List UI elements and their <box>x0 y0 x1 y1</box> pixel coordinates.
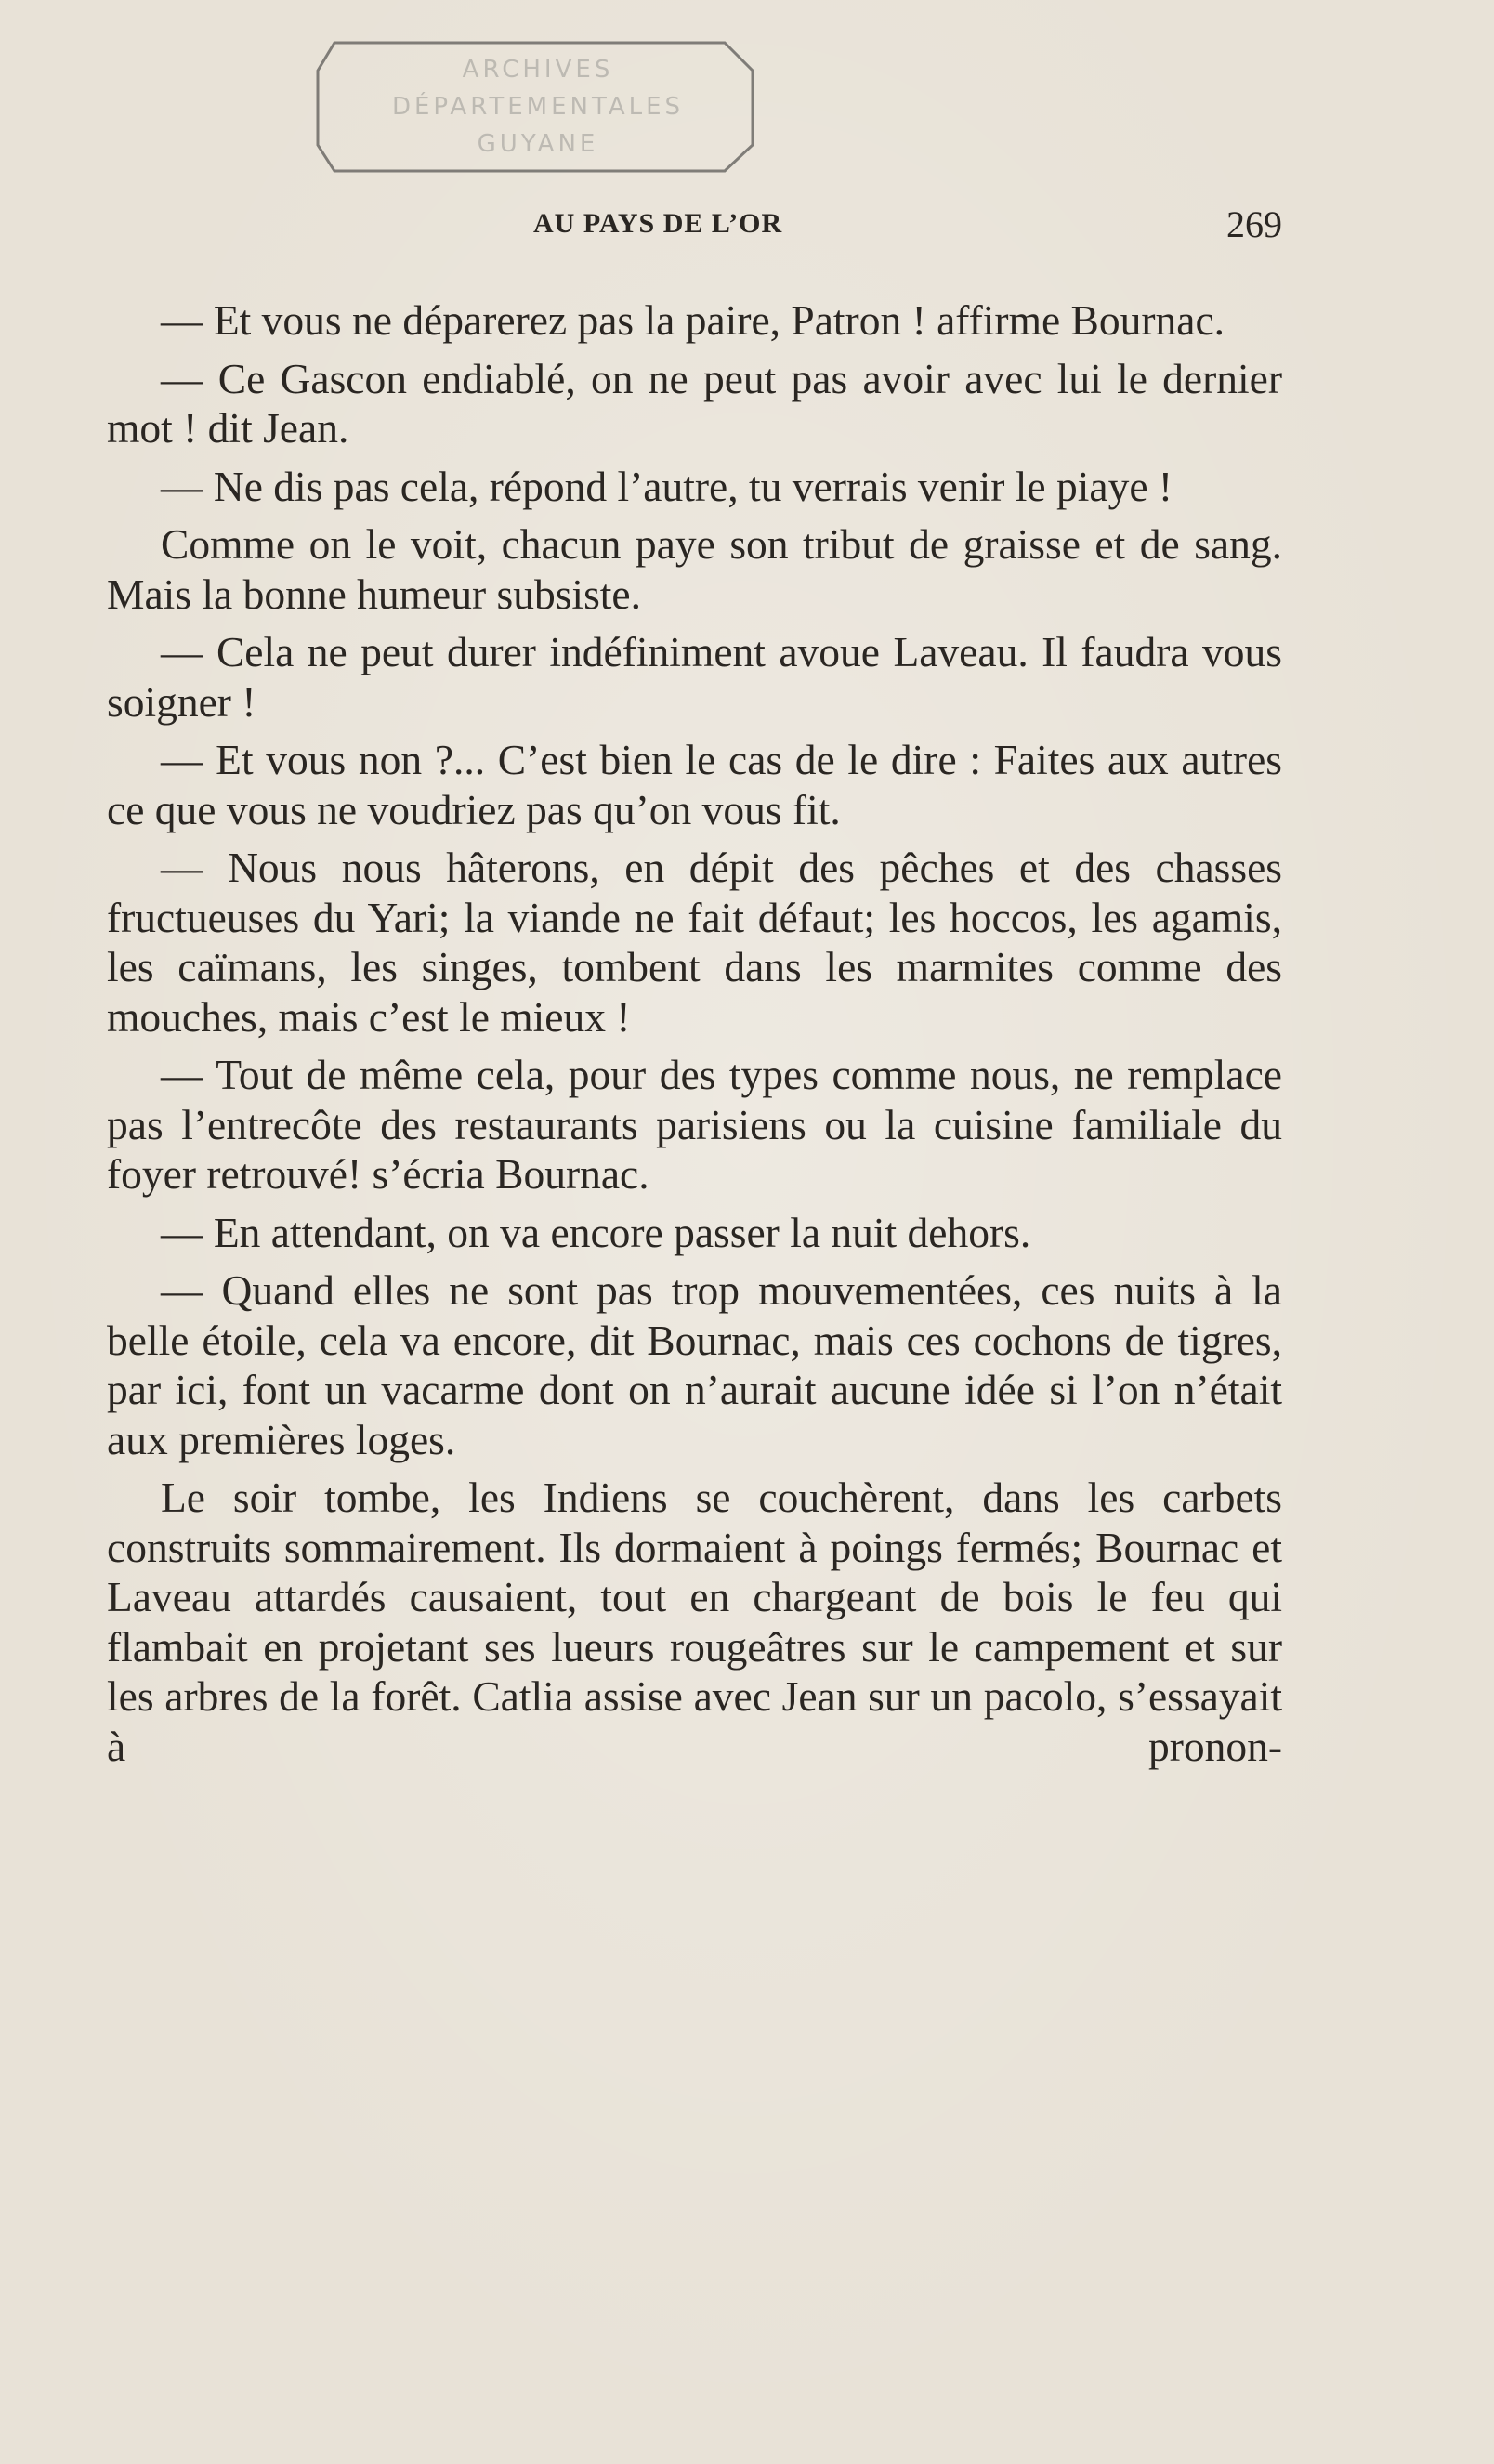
archive-stamp <box>316 33 760 173</box>
paragraph: — Nous nous hâterons, en dépit des pêches et des chasses fructueuses du Yari; la viande ne fait défaut; les hoccos, les agamis, les caïmans, les singes, tombent dans les marmites comme des mouches, mais c’est le mieux ! <box>107 844 1282 1041</box>
paragraph: — Cela ne peut durer indéfiniment avoue Laveau. Il faudra vous soigner ! <box>107 628 1282 726</box>
paragraph: — Tout de même cela, pour des types comme nous, ne remplace pas l’entrecôte des restaurants parisiens ou la cuisine familiale du foyer retrouvé! s’écria Bournac. <box>107 1051 1282 1198</box>
page-number: 269 <box>1226 203 1282 245</box>
page-header <box>102 203 1282 249</box>
running-title: AU PAYS DE L’OR <box>533 208 783 239</box>
body-text <box>107 295 1282 1779</box>
paragraph: — Et vous ne déparerez pas la paire, Patron ! affirme Bournac. <box>161 296 1225 344</box>
paragraph: — Ne dis pas cela, répond l’autre, tu verrais venir le piaye ! <box>161 462 1173 510</box>
stamp-line-3: GUYANE <box>477 130 599 158</box>
paragraph: — En attendant, on va encore passer la nuit dehors. <box>161 1208 1031 1256</box>
stamp-line-2: DÉPARTEMENTALES <box>391 93 685 121</box>
paragraph: — Ce Gascon endiablé, on ne peut pas avoir avec lui le dernier mot ! dit Jean. <box>107 354 1282 452</box>
stamp-line-1: ARCHIVES <box>462 56 614 84</box>
paragraph: Le soir tombe, les Indiens se couchèrent, dans les carbets construits sommairement. Ils dormaient à poings fermés; Bournac et Laveau attardés causaient, tout en chargeant de bois le feu qui flambait en projetant ses lueurs rougeâtres sur le campement et sur les arbres de la forêt. Catlia assise avec Jean sur un pacolo, s’essayait à pronon- <box>107 1474 1282 1770</box>
paragraph: Comme on le voit, chacun paye son tribut de graisse et de sang. Mais la bonne humeur subsiste. <box>107 520 1282 618</box>
paragraph: — Quand elles ne sont pas trop mouvementées, ces nuits à la belle étoile, cela va encore, dit Bournac, mais ces cochons de tigres, par ici, font un vacarme dont on n’aurait aucune idée si l’on n’était aux premières loges. <box>107 1266 1282 1463</box>
paragraph: — Et vous non ?... C’est bien le cas de le dire : Faites aux autres ce que vous ne voudriez pas qu’on vous fit. <box>107 736 1282 833</box>
